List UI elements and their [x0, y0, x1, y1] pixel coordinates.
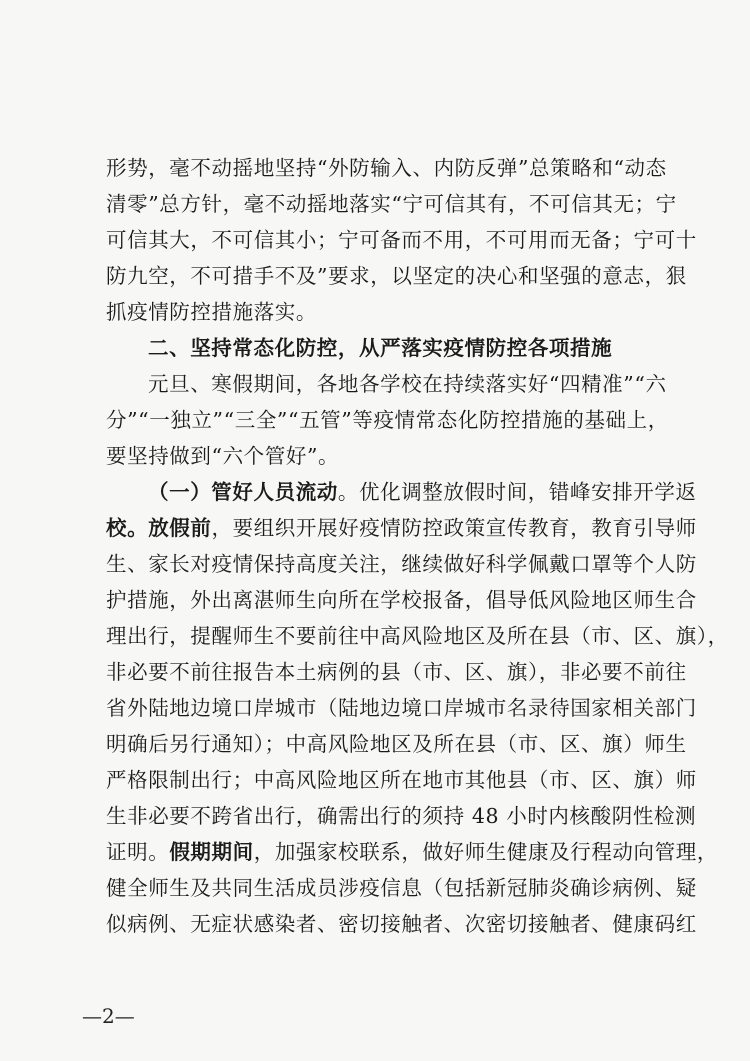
text-line [106, 474, 697, 510]
text-line [106, 834, 718, 870]
document-body [106, 150, 729, 942]
text-line: 要坚持做到“六个管好”。 [106, 444, 340, 468]
text-line: 健全师生及共同生活成员涉疫信息（包括新冠肺炎确诊病例、疑 [106, 876, 697, 900]
text-span: ，加强家校联系，做好师生健康及行程动向管理， [253, 840, 718, 864]
emphasis-text: 假期期间 [169, 840, 254, 864]
text-line: 生、家长对疫情保持高度关注，继续做好科学佩戴口罩等个人防 [106, 552, 697, 576]
text-line: 分”“一独立”“三全”“五管”等疫情常态化防控措施的基础上， [106, 408, 669, 432]
text-line: 防九空，不可措手不及”要求，以坚定的决心和坚强的意志，狠 [106, 264, 687, 288]
emphasis-text: 校。放假前 [106, 516, 212, 540]
text-line: 理出行，提醒师生不要前往中高风险地区及所在县（市、区、旗）， [106, 624, 729, 648]
text-line: 似病例、无症状感染者、密切接触者、次密切接触者、健康码红 [106, 912, 697, 936]
page-number: —2— [82, 1004, 135, 1028]
text-line: 严格限制出行；中高风险地区所在地市其他县（市、区、旗）师 [106, 768, 697, 792]
text-line: 清零”总方针，毫不动摇地落实“宁可信其有，不可信其无；宁 [106, 192, 677, 216]
subsection-heading: （一）管好人员流动 [148, 480, 338, 504]
text-line: 非必要不前往报告本土病例的县（市、区、旗），非必要不前往 [106, 660, 687, 684]
text-line: 护措施，外出离湛师生向所在学校报备，倡导低风险地区师生合 [106, 588, 697, 612]
text-line: 省外陆地边境口岸城市（陆地边境口岸城市名录待国家相关部门 [106, 696, 697, 720]
text-span: 。优化调整放假时间，错峰安排开学返 [337, 480, 697, 504]
text-line: 抓疫情防控措施落实。 [106, 300, 317, 324]
text-line: 明确后另行通知）；中高风险地区及所在县（市、区、旗）师生 [106, 732, 687, 756]
text-span: ，要组织开展好疫情防控政策宣传教育，教育引导师 [211, 516, 697, 540]
section-heading: 二、坚持常态化防控，从严落实疫情防控各项措施 [148, 336, 613, 360]
text-span: 证明。 [106, 840, 170, 864]
text-line [106, 510, 697, 546]
text-line: 可信其大，不可信其小；宁可备而不用，不可用而无备；宁可十 [106, 228, 697, 252]
text-line: 形势，毫不动摇地坚持“外防输入、内防反弹”总策略和“动态 [106, 156, 667, 180]
text-line: 元旦、寒假期间，各地各学校在持续落实好“四精准”“六 [148, 372, 667, 396]
text-line: 生非必要不跨省出行，确需出行的须持 48 小时内核酸阴性检测 [106, 804, 697, 828]
